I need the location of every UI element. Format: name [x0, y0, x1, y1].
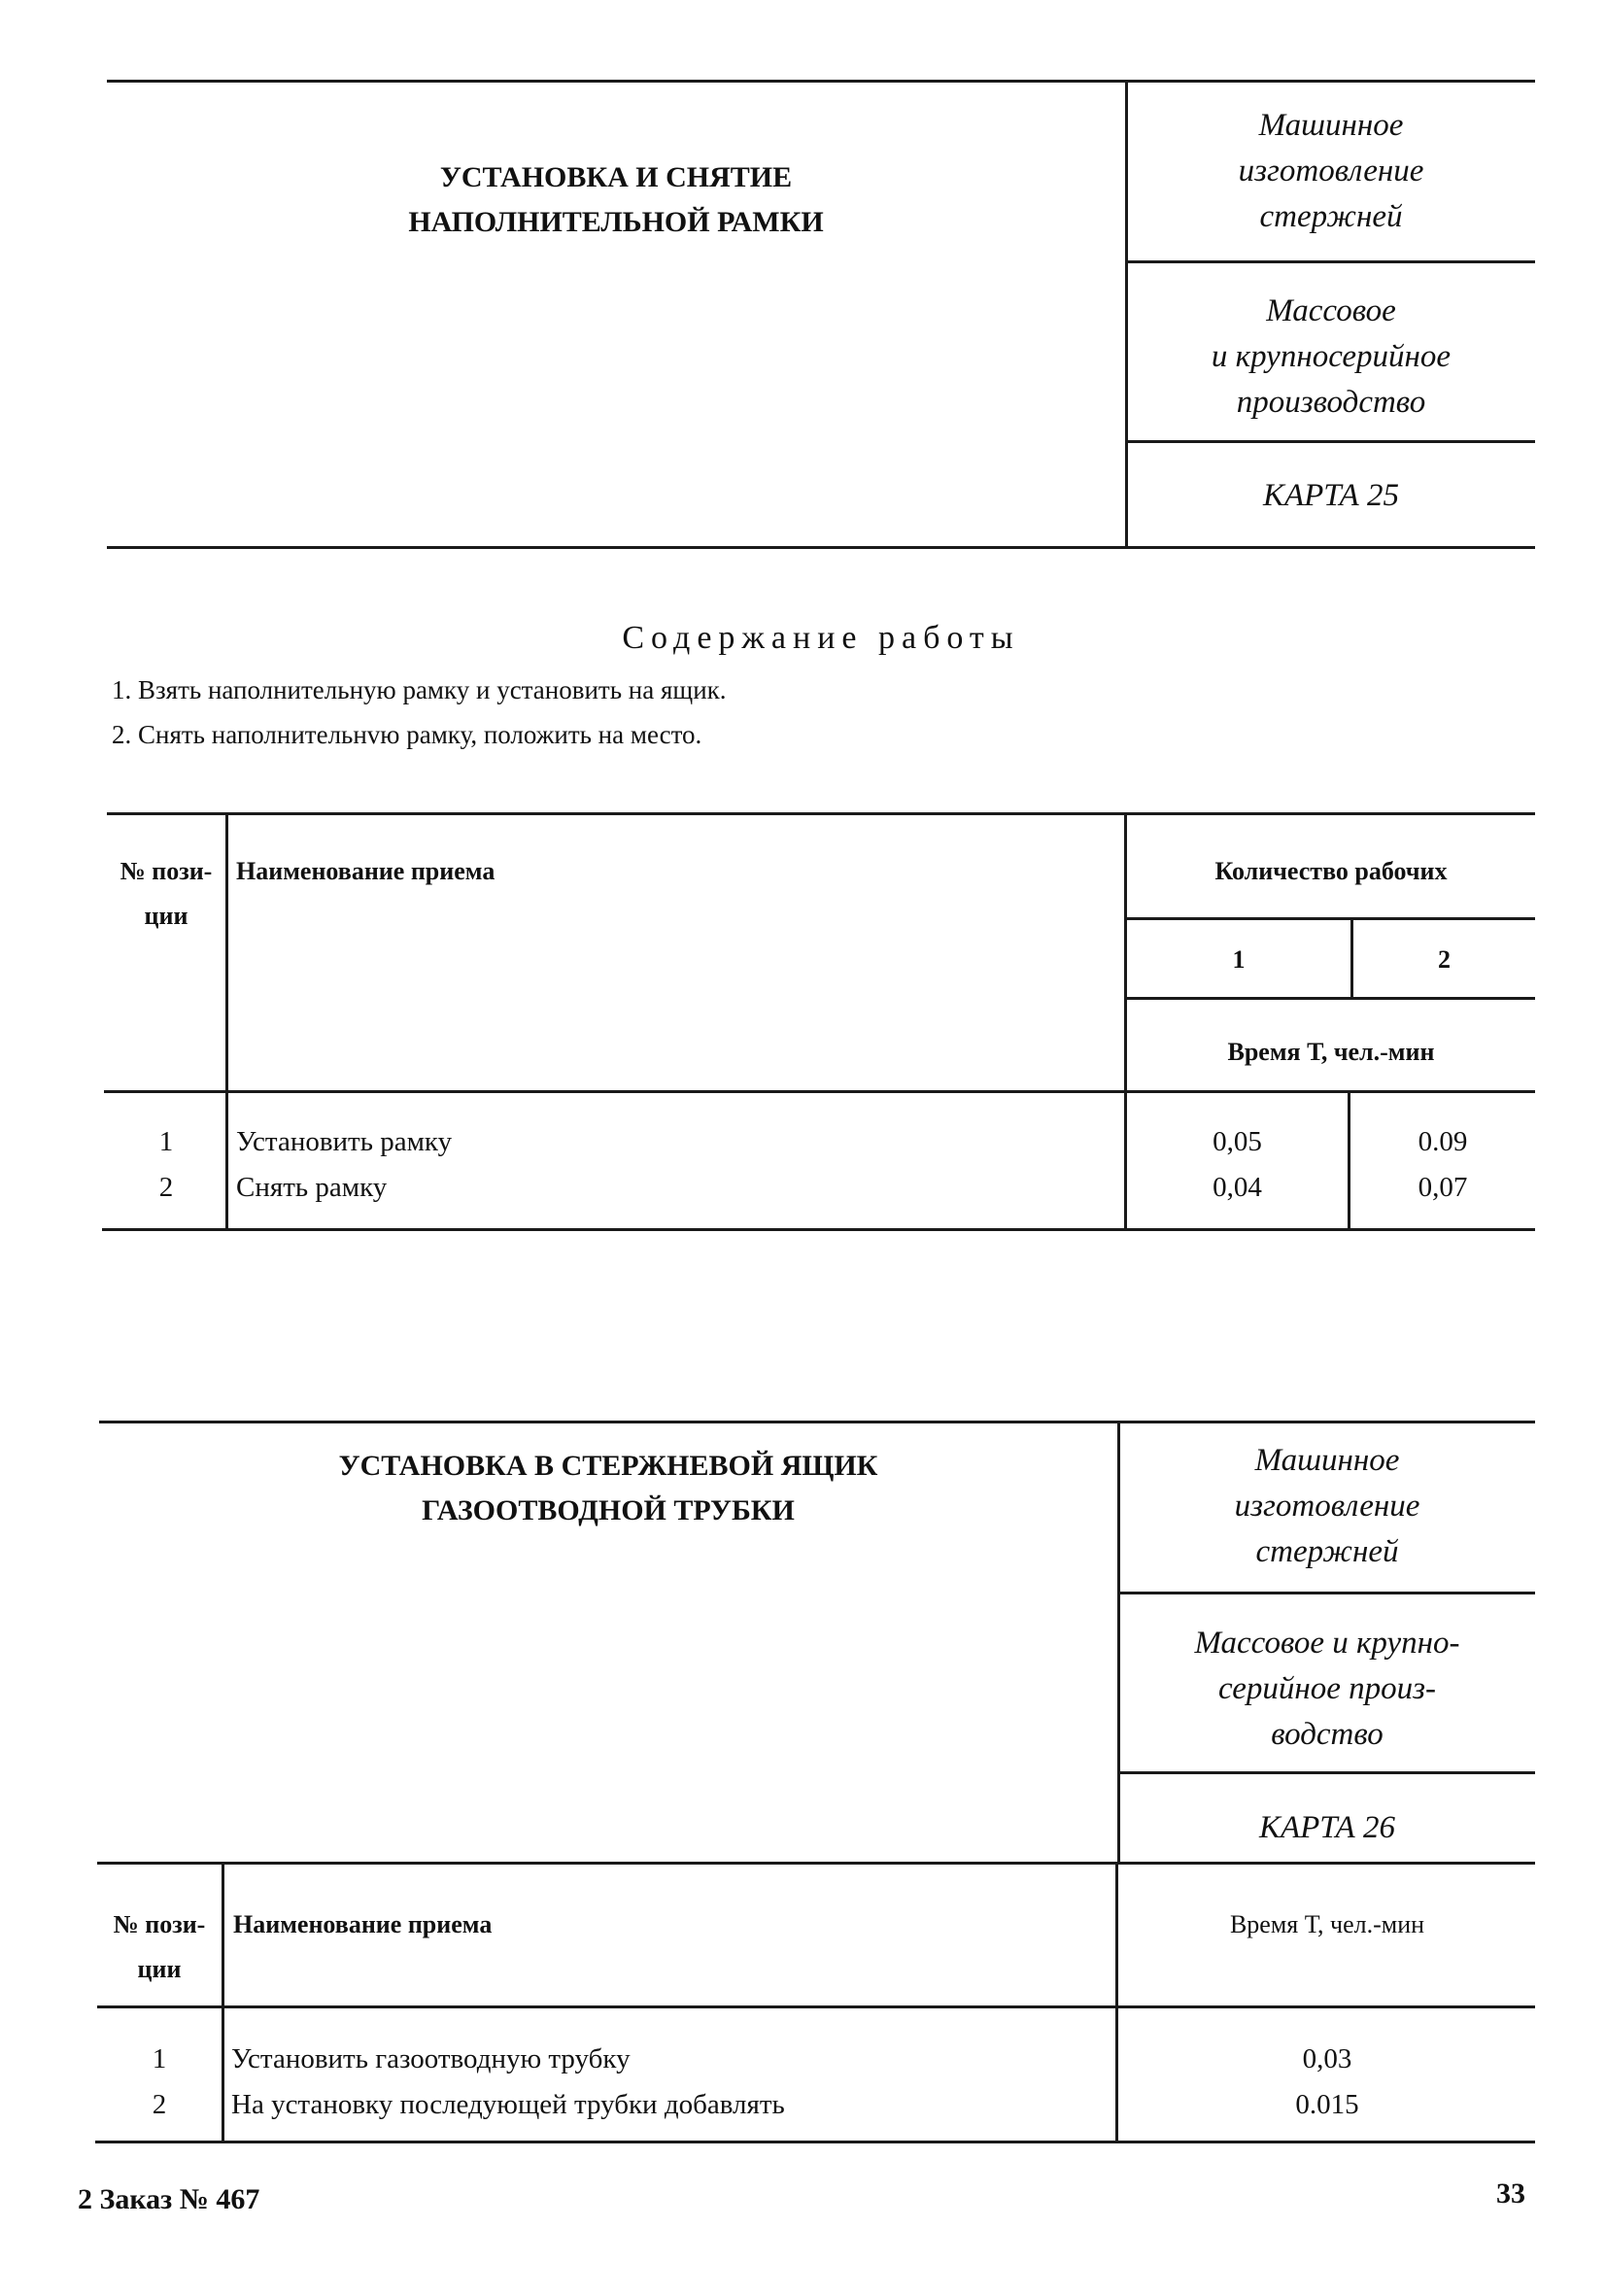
card26-category1-line1: Машинное: [1254, 1443, 1400, 1478]
card25-category2-line2: и крупносерийное: [1211, 339, 1452, 374]
page-number: 33: [1496, 2177, 1525, 2210]
card26-card-label: КАРТА 26: [1259, 1810, 1395, 1845]
table1-worker-col-2: 2: [1438, 945, 1451, 974]
table2-row2-name: На установку последующей трубки добавлять: [231, 2089, 785, 2120]
card25-title-line1: УСТАНОВКА И СНЯТИЕ: [439, 161, 793, 193]
card26-category1-line2: изготовление: [1234, 1489, 1420, 1524]
card26-category2-line3: водство: [1271, 1717, 1384, 1752]
table1-col-time: Время Т, чел.-мин: [1227, 1038, 1435, 1066]
table1-row2-name: Снять рамку: [236, 1172, 388, 1203]
card25-category1-line2: изготовление: [1238, 154, 1424, 188]
card25-title-line2: НАПОЛНИТЕЛЬНОЙ РАМКИ: [408, 206, 824, 238]
table1-row1-name: Установить рамку: [236, 1126, 453, 1157]
table1-col-workers: Количество рабочих: [1214, 857, 1448, 885]
table1-col-pos-line1: № пози-: [120, 857, 213, 885]
footer-order: 2 Заказ № 467: [78, 2183, 260, 2215]
card26-category2-line2: серийное произ-: [1218, 1671, 1436, 1706]
table1-col-name: Наименование приема: [236, 857, 495, 885]
card25-category2-line1: Массовое: [1266, 293, 1396, 328]
work-content-heading: Содержание работы: [622, 620, 1020, 656]
table1-worker-col-1: 1: [1232, 945, 1246, 974]
card25-category1-line1: Машинное: [1258, 108, 1404, 143]
card25-card-label: КАРТА 25: [1263, 478, 1399, 513]
table2-row1-pos: 1: [152, 2043, 167, 2074]
table1-row2-pos: 2: [158, 1172, 174, 1203]
table2-col-pos-line2: ции: [137, 1955, 182, 1983]
table2-row2-pos: 2: [152, 2089, 167, 2120]
table2-col-time: Время Т, чел.-мин: [1229, 1910, 1425, 1938]
work-step-2: 2. Снять наполнительнvю рамку, положить на место.: [112, 720, 702, 749]
table1-row1-pos: 1: [158, 1126, 174, 1157]
table1-col-pos-line2: ции: [144, 902, 188, 930]
table2-row1-name: Установить газоотводную трубку: [231, 2043, 631, 2074]
table1-row1-v1: 0,05: [1213, 1126, 1262, 1157]
table2-row2-value: 0.015: [1295, 2089, 1359, 2120]
table1-row2-v2: 0,07: [1418, 1172, 1468, 1203]
table2-col-pos-line1: № пози-: [113, 1910, 206, 1938]
card26-category1-line3: стержней: [1255, 1534, 1399, 1569]
table2-col-name: Наименование приема: [233, 1910, 493, 1938]
card26-title-line2: ГАЗООТВОДНОЙ ТРУБКИ: [422, 1494, 795, 1526]
card25-category2-line3: производство: [1236, 385, 1426, 420]
table1-row2-v1: 0,04: [1213, 1172, 1262, 1203]
work-step-1: 1. Взять наполнительную рамку и установить на ящик.: [112, 675, 727, 704]
table2-row1-value: 0,03: [1302, 2043, 1352, 2074]
card26-category2-line1: Массовое и крупно-: [1194, 1626, 1460, 1661]
card25-category1-line3: стержней: [1259, 199, 1403, 234]
table1-row1-v2: 0.09: [1418, 1126, 1468, 1157]
card26-title-line1: УСТАНОВКА В СТЕРЖНЕВОЙ ЯЩИК: [338, 1450, 878, 1482]
